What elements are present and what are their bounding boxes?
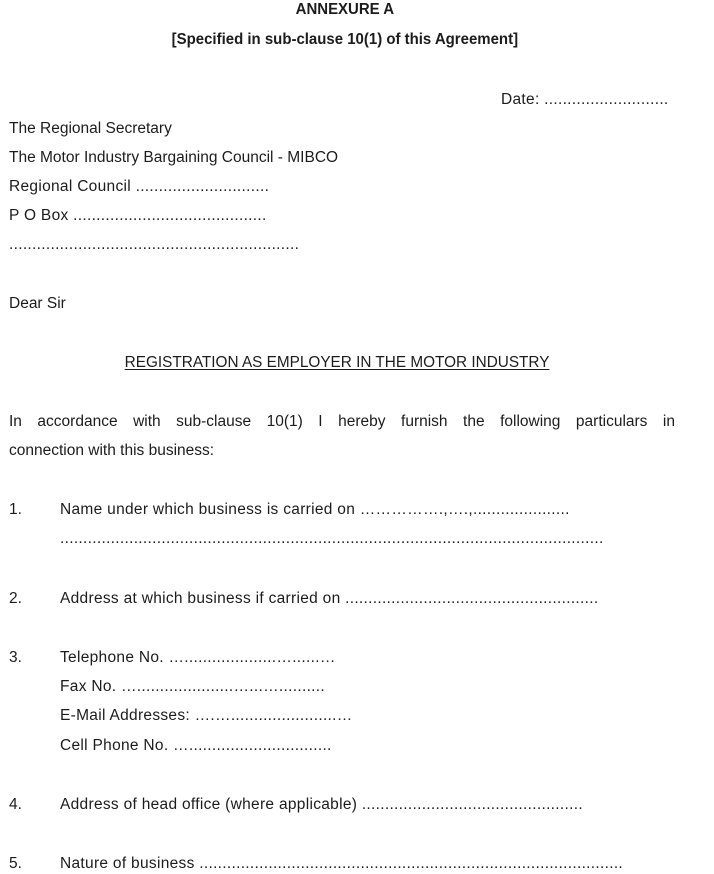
intro-line-1: In accordance with sub-clause 10(1) I hereby furnish the following particulars in xyxy=(9,413,675,430)
item-number-5: 5. xyxy=(9,855,22,872)
item-2-line-1: Address at which business if carried on ....................................................... xyxy=(60,590,599,607)
specified-subtitle: [Specified in sub-clause 10(1) of this Agreement] xyxy=(171,31,519,48)
date-line: Date: ........................... xyxy=(501,91,669,108)
subject-heading: REGISTRATION AS EMPLOYER IN THE MOTOR INDUSTRY xyxy=(124,354,550,371)
addressee-line-1: The Regional Secretary xyxy=(9,120,172,137)
addressee-line-5: ............................................................... xyxy=(9,236,300,253)
item-1-line-2: ...................................................................................................................... xyxy=(60,530,604,547)
item-1-line-1: Name under which business is carried on …………….,….,..................... xyxy=(60,501,570,518)
intro-line-2: connection with this business: xyxy=(9,442,215,459)
addressee-line-4: P O Box .......................................... xyxy=(9,207,267,224)
item-4-line-1: Address of head office (where applicable) ................................................ xyxy=(60,796,583,813)
item-number-1: 1. xyxy=(9,501,22,518)
addressee-line-3: Regional Council ............................. xyxy=(9,178,270,195)
item-3-email: E-Mail Addresses: ….….......................… xyxy=(60,707,353,724)
item-number-4: 4. xyxy=(9,796,22,813)
item-number-2: 2. xyxy=(9,590,22,607)
salutation: Dear Sir xyxy=(9,295,66,312)
addressee-line-2: The Motor Industry Bargaining Council - MIBCO xyxy=(9,149,339,166)
annexure-title: ANNEXURE A xyxy=(295,1,395,18)
item-3-telephone: Telephone No. …....................…......… xyxy=(60,649,336,666)
item-5-line-1: Nature of business ............................................................................................ xyxy=(60,855,624,872)
item-number-3: 3. xyxy=(9,649,22,666)
item-3-cellphone: Cell Phone No. …............................... xyxy=(60,737,332,754)
item-3-fax: Fax No. ….....................…...….......... xyxy=(60,678,325,695)
